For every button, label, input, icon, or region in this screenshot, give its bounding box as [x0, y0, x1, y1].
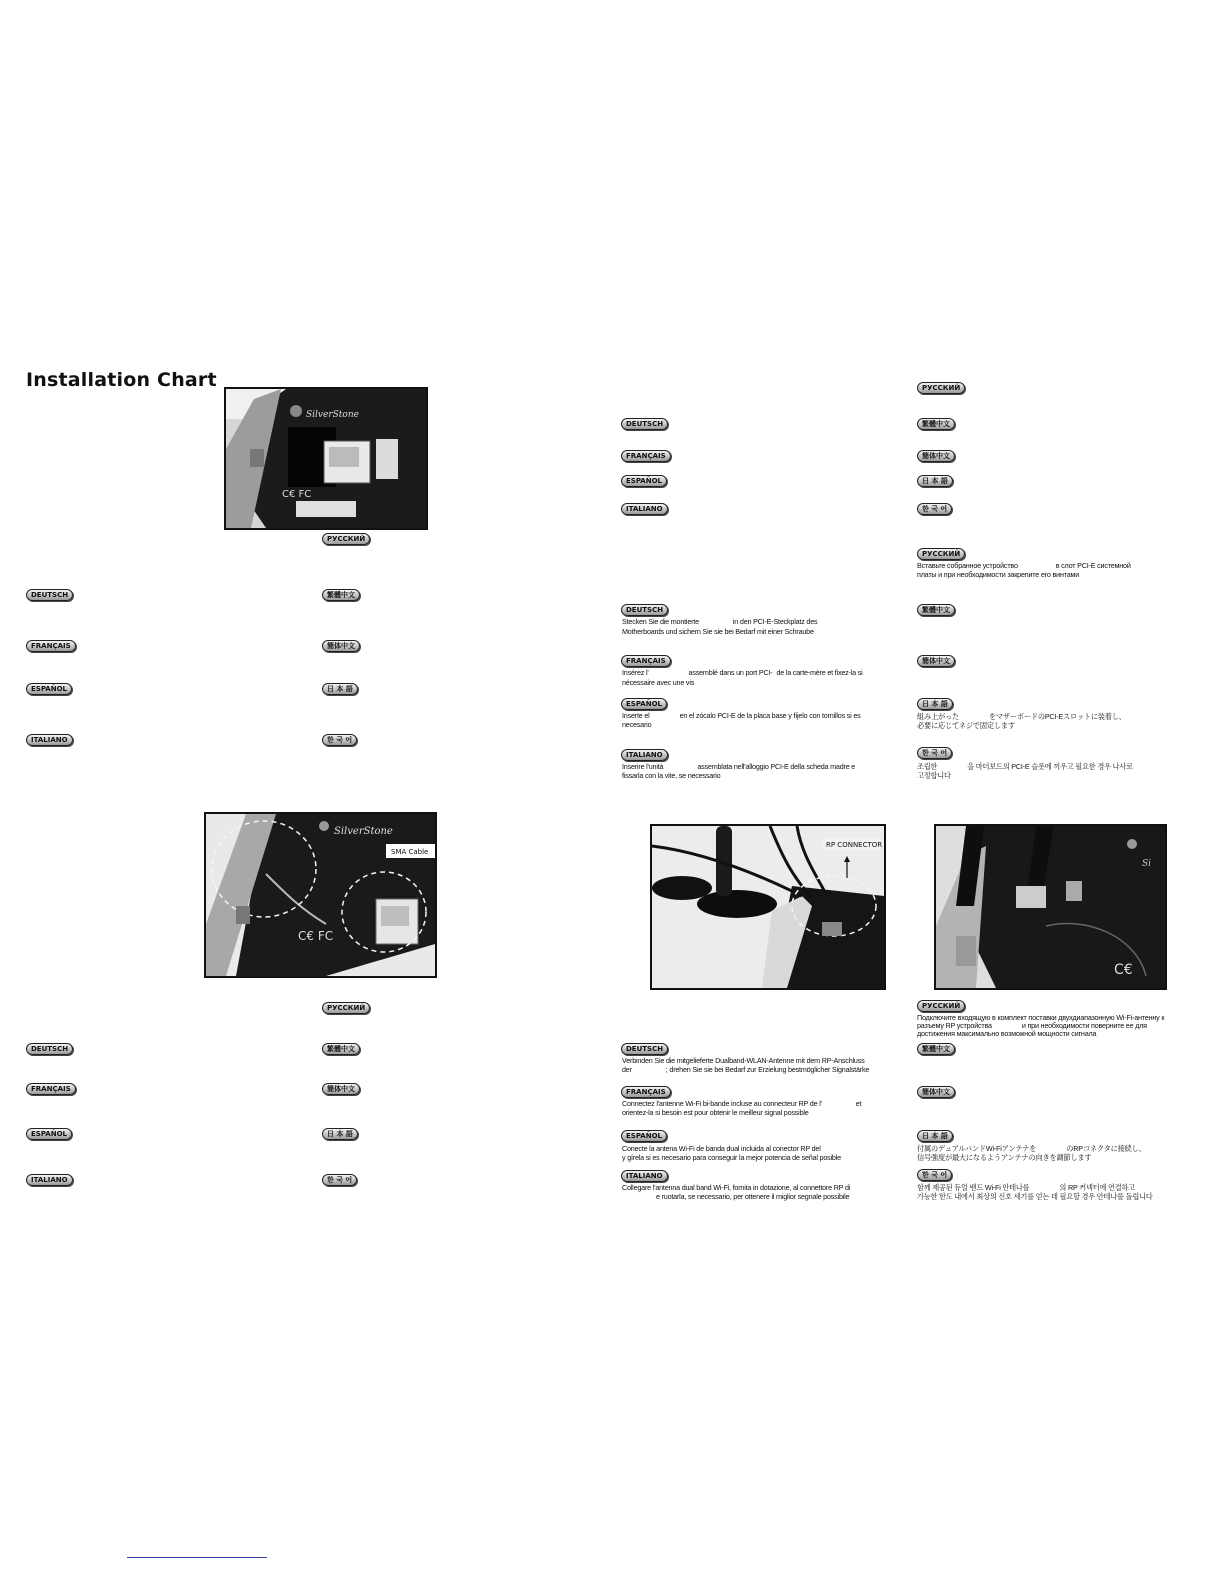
step1-es-line1: Inserte el en el zócalo PCI-E de la placa base y fíjelo con tornillos si es [622, 711, 861, 720]
step1-fr-line1: Insérez l' assemblé dans un port PCI- de la carte-mère et fixez-la si [622, 668, 863, 677]
svg-text:C€ FC: C€ FC [298, 929, 334, 943]
lang-badge-fr: FRANÇAIS [26, 640, 76, 652]
svg-text:SilverStone: SilverStone [306, 410, 359, 420]
lang-badge-zh-tw: 繁體中文 [322, 589, 360, 601]
step2-it-line2: e ruotarla, se necessario, per ottenere il miglior segnale possibile [656, 1192, 850, 1201]
lang-badge-zh-cn-2: 簡体中文 [322, 1083, 360, 1095]
lang-badge-zh-cn-5: 簡体中文 [917, 1086, 955, 1098]
lang-badge-zh-tw-5: 繁體中文 [917, 1043, 955, 1055]
lang-badge-ko-4: 한 국 어 [917, 747, 952, 759]
step2-es-line2: y gírela si es necesario para conseguir la mejor potencia de señal posible [622, 1153, 841, 1162]
step2-ko-line1: 함께 제공된 듀얼 밴드 Wi-Fi 안테나를 의 RP 커넥터에 연결하고 [917, 1183, 1135, 1192]
step1-ru-line2: платы и при необходимости закрепите его винтами [917, 570, 1080, 579]
antenna-photo-2 [934, 824, 1167, 990]
lang-badge-zh-tw-4: 繁體中文 [917, 604, 955, 616]
lang-badge-es-5: ESPAÑOL [621, 1130, 667, 1142]
lang-badge-it-2: ITALIANO [26, 1174, 73, 1186]
step1-it-line2: fissarla con la vite, se necessario [622, 771, 721, 780]
step2-ru-line3: достижения максимально возможной мощности сигнала [917, 1029, 1097, 1038]
lang-badge-zh-tw-3: 繁體中文 [917, 418, 955, 430]
svg-text:Si: Si [1142, 859, 1152, 869]
lang-badge-zh-cn-4: 簡体中文 [917, 655, 955, 667]
pcie-card-photo-2 [204, 812, 437, 978]
lang-badge-de-5: DEUTSCH [621, 1043, 668, 1055]
lang-badge-it-3: ITALIANO [621, 503, 668, 515]
lang-badge-ko-3: 한 국 어 [917, 503, 952, 515]
svg-text:SilverStone: SilverStone [334, 826, 393, 837]
step2-ja-line1: 付属のデュアルバンドWi-Fiアンテナを のRPコネクタに接続し、 [917, 1144, 1146, 1153]
lang-badge-ru-2: РУССКИЙ [322, 1002, 370, 1014]
lang-badge-es-4: ESPAÑOL [621, 698, 667, 710]
step1-ja-line2: 必要に応じてネジで固定します [917, 721, 1015, 730]
lang-badge-it: ITALIANO [26, 734, 73, 746]
step1-ko-line1: 조립한 을 마더보드의 PCI-E 슬롯에 끼우고 필요한 경우 나사로 [917, 762, 1133, 771]
lang-badge-it-5: ITALIANO [621, 1170, 668, 1182]
lang-badge-ja-5: 日 本 語 [917, 1130, 953, 1142]
lang-badge-zh-cn: 簡体中文 [322, 640, 360, 652]
lang-badge-zh-tw-2: 繁體中文 [322, 1043, 360, 1055]
lang-badge-es-2: ESPAÑOL [26, 1128, 72, 1140]
step2-fr-line2: orientez-la si besoin est pour obtenir le meilleur signal possible [622, 1108, 809, 1117]
page-title: Installation Chart [26, 369, 217, 391]
lang-badge-ko-2: 한 국 어 [322, 1174, 357, 1186]
lang-badge-fr-2: FRANÇAIS [26, 1083, 76, 1095]
step1-es-line2: necesario [622, 720, 652, 729]
lang-badge-ja-3: 日 本 語 [917, 475, 953, 487]
lang-badge-ja-2: 日 本 語 [322, 1128, 358, 1140]
svg-text:C€: C€ [1114, 962, 1133, 978]
footer-link-underline[interactable] [127, 1557, 267, 1558]
lang-badge-de-4: DEUTSCH [621, 604, 668, 616]
lang-badge-ja-4: 日 本 語 [917, 698, 953, 710]
step2-de-line2: der ; drehen Sie sie bei Bedarf zur Erzielung bestmöglicher Signalstärke [622, 1065, 870, 1074]
step2-ru-line1: Подключите входящую в комплект поставки двухдиапазонную Wi-Fi-антенну к [917, 1013, 1165, 1022]
step2-fr-line1: Connectez l'antenne Wi-Fi bi-bande incluse au connecteur RP de l' et [622, 1099, 862, 1108]
lang-badge-ja: 日 本 語 [322, 683, 358, 695]
step1-de-line1: Stecken Sie die montierte in den PCI-E-Steckplatz des [622, 617, 818, 626]
lang-badge-ru: РУССКИЙ [322, 533, 370, 545]
step2-ja-line2: 信号強度が最大になるようアンテナの向きを調節します [917, 1153, 1092, 1162]
lang-badge-ko-5: 한 국 어 [917, 1169, 952, 1181]
lang-badge-de-3: DEUTSCH [621, 418, 668, 430]
step1-ru-line1: Вставьте собранное устройство в слот PCI-E системной [917, 561, 1131, 570]
step2-ko-line2: 가능한 한도 내에서 최상의 신호 세기를 얻는 데 필요할 경우 안테나를 돌립니다 [917, 1192, 1153, 1201]
lang-badge-de-2: DEUTSCH [26, 1043, 73, 1055]
lang-badge-de: DEUTSCH [26, 589, 73, 601]
svg-text:C€ FC: C€ FC [282, 489, 312, 500]
sma-cable-label: SMA Cable [391, 848, 429, 856]
lang-badge-ko: 한 국 어 [322, 734, 357, 746]
step1-ja-line1: 組み上がった をマザーボードのPCI-Eスロットに装着し、 [917, 712, 1126, 721]
lang-badge-ru-5: РУССКИЙ [917, 1000, 965, 1012]
step2-ru-line2: разъему RP устройства и при необходимости поверните ее для [917, 1021, 1147, 1030]
lang-badge-es: ESPAÑOL [26, 683, 72, 695]
lang-badge-ru-4: РУССКИЙ [917, 548, 965, 560]
lang-badge-es-3: ESPAÑOL [621, 475, 667, 487]
lang-badge-zh-cn-3: 簡体中文 [917, 450, 955, 462]
lang-badge-fr-3: FRANÇAIS [621, 450, 671, 462]
lang-badge-fr-4: FRANÇAIS [621, 655, 671, 667]
step2-it-line1: Collegare l'antenna dual band Wi-Fi, fornita in dotazione, al connettore RP di [622, 1183, 851, 1192]
lang-badge-ru-3: РУССКИЙ [917, 382, 965, 394]
pcie-card-photo-1 [224, 387, 428, 530]
rp-connector-label: RP CONNECTOR [826, 841, 883, 849]
lang-badge-it-4: ITALIANO [621, 749, 668, 761]
step2-es-line1: Conecte la antena Wi-Fi de banda dual incluida al conector RP del [622, 1144, 821, 1153]
step1-ko-line2: 고정합니다 [917, 771, 951, 780]
step1-fr-line2: nécessaire avec une vis [622, 678, 695, 687]
antenna-photo-1 [650, 824, 886, 990]
step1-de-line2: Motherboards und sichern Sie sie bei Bedarf mit einer Schraube [622, 627, 814, 636]
lang-badge-fr-5: FRANÇAIS [621, 1086, 671, 1098]
step1-it-line1: Inserire l'unità assemblata nell'alloggio PCI-E della scheda madre e [622, 762, 856, 771]
step2-de-line1: Verbinden Sie die mitgelieferte Dualband-WLAN-Antenne mit dem RP-Anschluss [622, 1056, 865, 1065]
